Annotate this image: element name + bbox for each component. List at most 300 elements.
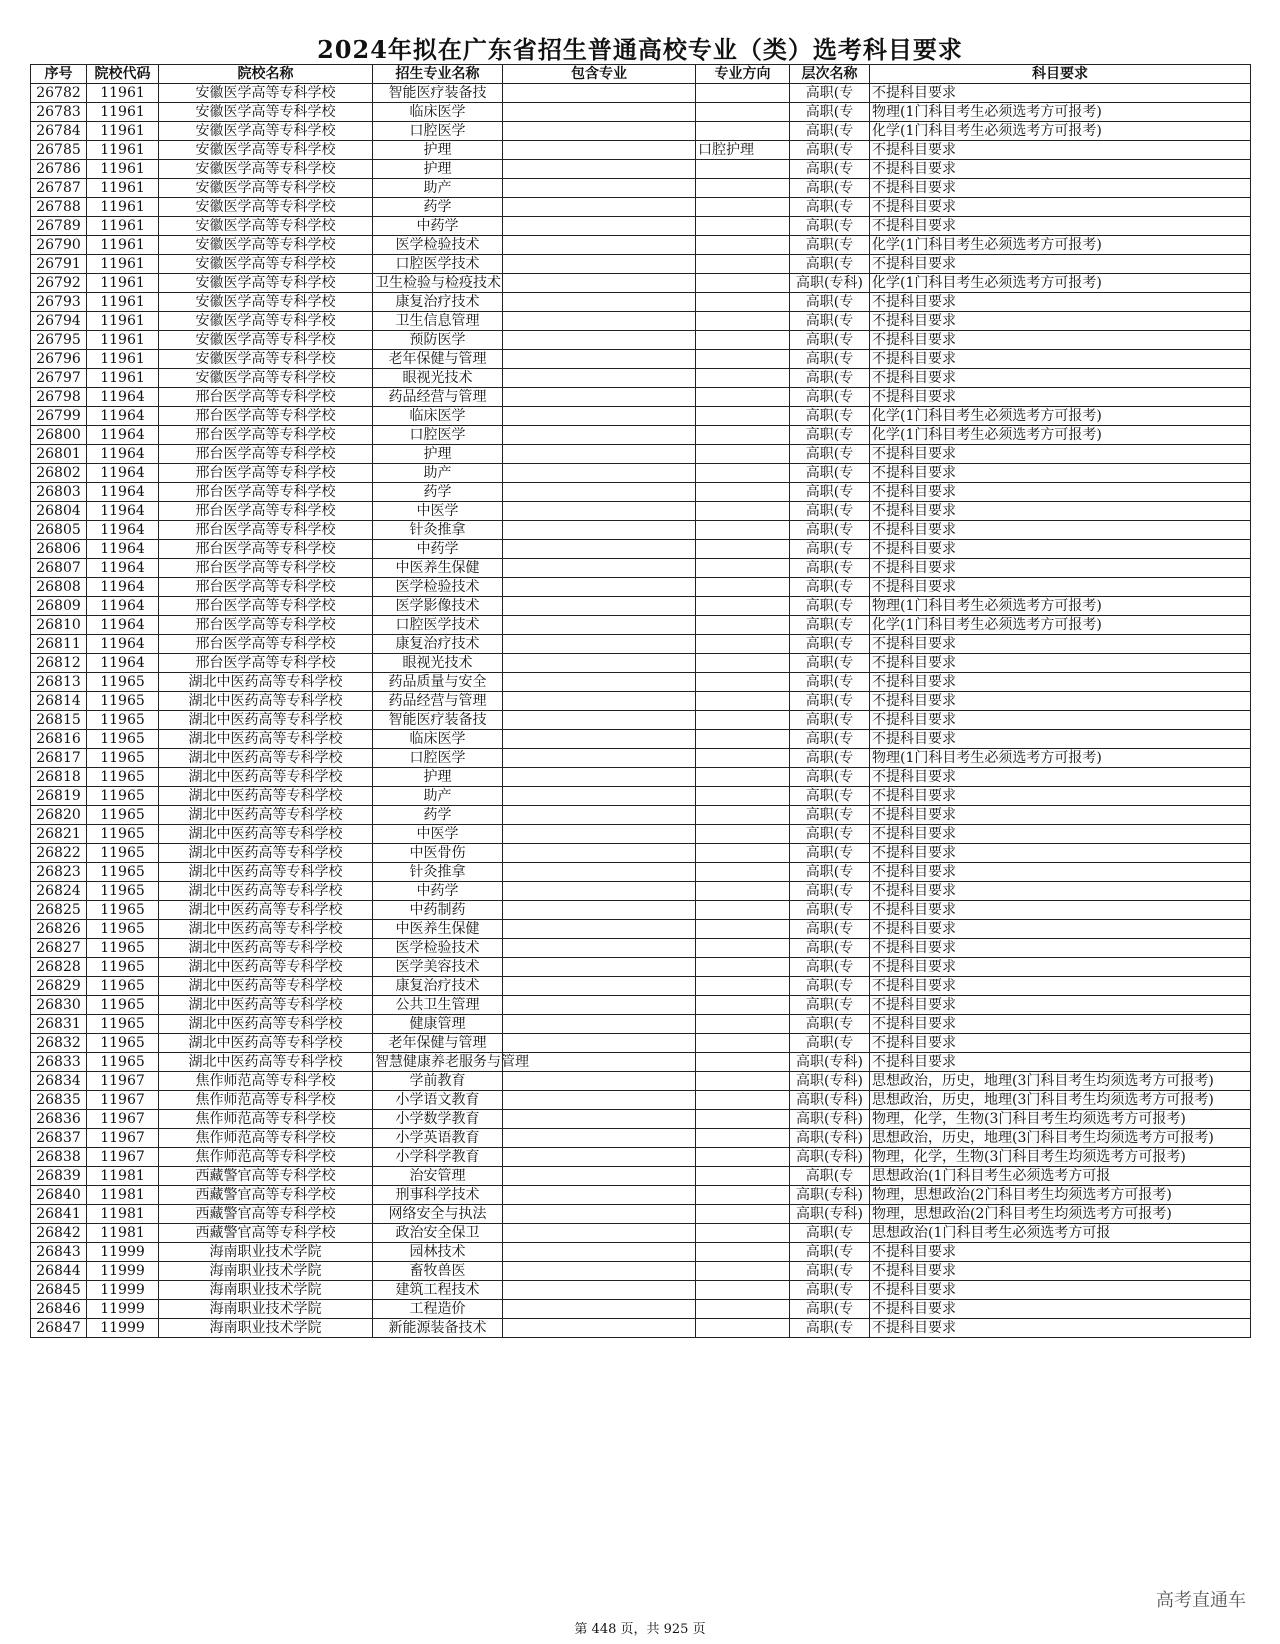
cell-school-code: 11967 (87, 1129, 159, 1148)
cell-major-direction (696, 1205, 790, 1224)
table-row (31, 1167, 1251, 1186)
cell-no: 26835 (31, 1091, 87, 1110)
table-row (31, 1262, 1251, 1281)
cell-school-name: 海南职业技术学院 (159, 1262, 373, 1281)
cell-no: 26794 (31, 312, 87, 331)
cell-no: 26845 (31, 1281, 87, 1300)
cell-no: 26812 (31, 654, 87, 673)
cell-subject-requirement: 物理，思想政治(2门科目考生均须选考方可报考) (870, 1186, 1251, 1205)
cell-major-name: 卫生检验与检疫技术 (373, 274, 503, 293)
cell-school-name: 西藏警官高等专科学校 (159, 1224, 373, 1243)
cell-major-direction (696, 464, 790, 483)
cell-subject-requirement: 不提科目要求 (870, 160, 1251, 179)
cell-major-name: 小学科学教育 (373, 1148, 503, 1167)
cell-major-direction (696, 1281, 790, 1300)
cell-major-name: 畜牧兽医 (373, 1262, 503, 1281)
table-row (31, 160, 1251, 179)
cell-school-name: 邢台医学高等专科学校 (159, 426, 373, 445)
cell-included-majors (503, 825, 696, 844)
cell-subject-requirement: 不提科目要求 (870, 1300, 1251, 1319)
cell-major-name: 口腔医学技术 (373, 616, 503, 635)
cell-included-majors (503, 1015, 696, 1034)
cell-school-code: 11965 (87, 787, 159, 806)
cell-no: 26815 (31, 711, 87, 730)
cell-school-code: 11965 (87, 996, 159, 1015)
cell-major-direction (696, 977, 790, 996)
cell-level: 高职(专 (790, 844, 870, 863)
cell-major-direction (696, 939, 790, 958)
cell-school-name: 邢台医学高等专科学校 (159, 616, 373, 635)
cell-major-name: 助产 (373, 787, 503, 806)
table-row (31, 1091, 1251, 1110)
table-row (31, 1186, 1251, 1205)
cell-school-name: 湖北中医药高等专科学校 (159, 711, 373, 730)
cell-level: 高职(专科) (790, 1205, 870, 1224)
cell-level: 高职(专 (790, 958, 870, 977)
cell-subject-requirement: 不提科目要求 (870, 559, 1251, 578)
cell-major-name: 园林技术 (373, 1243, 503, 1262)
cell-major-name: 公共卫生管理 (373, 996, 503, 1015)
cell-subject-requirement: 不提科目要求 (870, 673, 1251, 692)
cell-school-code: 11965 (87, 958, 159, 977)
cell-school-name: 西藏警官高等专科学校 (159, 1205, 373, 1224)
cell-school-name: 邢台医学高等专科学校 (159, 578, 373, 597)
cell-subject-requirement: 不提科目要求 (870, 844, 1251, 863)
cell-level: 高职(专 (790, 920, 870, 939)
cell-included-majors (503, 198, 696, 217)
cell-level: 高职(专 (790, 540, 870, 559)
cell-school-code: 11965 (87, 844, 159, 863)
header-level: 层次名称 (790, 65, 870, 84)
cell-major-direction (696, 312, 790, 331)
cell-school-code: 11965 (87, 825, 159, 844)
table-row (31, 141, 1251, 160)
cell-major-name: 针灸推拿 (373, 863, 503, 882)
cell-no: 26800 (31, 426, 87, 445)
cell-no: 26808 (31, 578, 87, 597)
cell-subject-requirement: 不提科目要求 (870, 350, 1251, 369)
cell-level: 高职(专 (790, 1167, 870, 1186)
cell-school-name: 焦作师范高等专科学校 (159, 1091, 373, 1110)
cell-school-name: 湖北中医药高等专科学校 (159, 806, 373, 825)
cell-school-code: 11981 (87, 1205, 159, 1224)
cell-no: 26839 (31, 1167, 87, 1186)
cell-major-direction (696, 388, 790, 407)
cell-included-majors (503, 236, 696, 255)
cell-major-direction (696, 673, 790, 692)
cell-school-name: 湖北中医药高等专科学校 (159, 1015, 373, 1034)
cell-subject-requirement: 物理，化学，生物(3门科目考生均须选考方可报考) (870, 1148, 1251, 1167)
table-row (31, 293, 1251, 312)
cell-included-majors (503, 711, 696, 730)
cell-included-majors (503, 977, 696, 996)
cell-subject-requirement: 思想政治(1门科目考生必须选考方可报 (870, 1167, 1251, 1186)
cell-school-code: 11964 (87, 616, 159, 635)
cell-school-code: 11999 (87, 1300, 159, 1319)
cell-major-direction (696, 426, 790, 445)
cell-school-name: 海南职业技术学院 (159, 1243, 373, 1262)
cell-no: 26827 (31, 939, 87, 958)
cell-major-name: 医学美容技术 (373, 958, 503, 977)
cell-major-name: 眼视光技术 (373, 369, 503, 388)
cell-level: 高职(专科) (790, 274, 870, 293)
cell-included-majors (503, 1148, 696, 1167)
cell-school-name: 海南职业技术学院 (159, 1319, 373, 1338)
cell-no: 26806 (31, 540, 87, 559)
cell-no: 26830 (31, 996, 87, 1015)
cell-included-majors (503, 255, 696, 274)
cell-major-name: 中药学 (373, 540, 503, 559)
cell-subject-requirement: 不提科目要求 (870, 654, 1251, 673)
cell-no: 26817 (31, 749, 87, 768)
cell-included-majors (503, 749, 696, 768)
cell-major-direction (696, 1243, 790, 1262)
cell-school-code: 11964 (87, 635, 159, 654)
cell-no: 26844 (31, 1262, 87, 1281)
cell-school-code: 11965 (87, 1015, 159, 1034)
cell-major-direction (696, 407, 790, 426)
table-row (31, 255, 1251, 274)
table-row (31, 483, 1251, 502)
cell-major-name: 建筑工程技术 (373, 1281, 503, 1300)
cell-school-code: 11961 (87, 160, 159, 179)
cell-included-majors (503, 331, 696, 350)
cell-major-direction (696, 920, 790, 939)
cell-school-code: 11964 (87, 407, 159, 426)
cell-major-name: 助产 (373, 464, 503, 483)
cell-subject-requirement: 不提科目要求 (870, 920, 1251, 939)
cell-no: 26813 (31, 673, 87, 692)
cell-school-code: 11965 (87, 692, 159, 711)
cell-included-majors (503, 1300, 696, 1319)
cell-level: 高职(专 (790, 730, 870, 749)
cell-major-name: 药学 (373, 483, 503, 502)
cell-no: 26811 (31, 635, 87, 654)
cell-subject-requirement: 不提科目要求 (870, 1281, 1251, 1300)
cell-major-direction (696, 711, 790, 730)
cell-school-code: 11964 (87, 654, 159, 673)
table-row (31, 540, 1251, 559)
table-row (31, 749, 1251, 768)
cell-major-name: 中药制药 (373, 901, 503, 920)
cell-level: 高职(专 (790, 103, 870, 122)
cell-level: 高职(专科) (790, 1091, 870, 1110)
cell-school-code: 11964 (87, 559, 159, 578)
cell-school-name: 湖北中医药高等专科学校 (159, 844, 373, 863)
cell-subject-requirement: 不提科目要求 (870, 578, 1251, 597)
cell-school-name: 安徽医学高等专科学校 (159, 160, 373, 179)
cell-school-code: 11965 (87, 768, 159, 787)
cell-major-name: 智慧健康养老服务与管理 (373, 1053, 503, 1072)
cell-school-code: 11999 (87, 1243, 159, 1262)
cell-major-name: 中药学 (373, 882, 503, 901)
cell-major-direction (696, 692, 790, 711)
cell-subject-requirement: 不提科目要求 (870, 996, 1251, 1015)
cell-school-code: 11981 (87, 1167, 159, 1186)
cell-level: 高职(专 (790, 1319, 870, 1338)
cell-school-code: 11965 (87, 806, 159, 825)
cell-school-code: 11965 (87, 1053, 159, 1072)
table-row (31, 787, 1251, 806)
cell-included-majors (503, 559, 696, 578)
cell-major-name: 刑事科学技术 (373, 1186, 503, 1205)
cell-school-code: 11961 (87, 369, 159, 388)
cell-school-name: 湖北中医药高等专科学校 (159, 1053, 373, 1072)
cell-included-majors (503, 882, 696, 901)
cell-subject-requirement: 不提科目要求 (870, 711, 1251, 730)
cell-school-code: 11967 (87, 1148, 159, 1167)
cell-no: 26824 (31, 882, 87, 901)
cell-included-majors (503, 616, 696, 635)
cell-school-name: 安徽医学高等专科学校 (159, 198, 373, 217)
cell-included-majors (503, 312, 696, 331)
cell-included-majors (503, 1319, 696, 1338)
cell-major-direction (696, 122, 790, 141)
table-row (31, 654, 1251, 673)
cell-school-code: 11964 (87, 445, 159, 464)
cell-no: 26832 (31, 1034, 87, 1053)
cell-subject-requirement: 化学(1门科目考生必须选考方可报考) (870, 407, 1251, 426)
cell-major-name: 药品质量与安全 (373, 673, 503, 692)
cell-no: 26826 (31, 920, 87, 939)
cell-major-direction (696, 730, 790, 749)
cell-school-code: 11999 (87, 1281, 159, 1300)
cell-major-name: 学前教育 (373, 1072, 503, 1091)
cell-included-majors (503, 597, 696, 616)
cell-school-name: 安徽医学高等专科学校 (159, 217, 373, 236)
cell-level: 高职(专科) (790, 1110, 870, 1129)
cell-level: 高职(专 (790, 825, 870, 844)
cell-no: 26823 (31, 863, 87, 882)
cell-subject-requirement: 不提科目要求 (870, 464, 1251, 483)
cell-subject-requirement: 不提科目要求 (870, 1243, 1251, 1262)
cell-school-name: 湖北中医药高等专科学校 (159, 730, 373, 749)
cell-major-direction (696, 749, 790, 768)
cell-no: 26795 (31, 331, 87, 350)
cell-no: 26836 (31, 1110, 87, 1129)
cell-major-name: 药品经营与管理 (373, 388, 503, 407)
cell-no: 26792 (31, 274, 87, 293)
cell-included-majors (503, 939, 696, 958)
cell-subject-requirement: 不提科目要求 (870, 312, 1251, 331)
cell-school-name: 湖北中医药高等专科学校 (159, 692, 373, 711)
cell-major-name: 临床医学 (373, 407, 503, 426)
table-row (31, 1224, 1251, 1243)
cell-no: 26847 (31, 1319, 87, 1338)
cell-level: 高职(专科) (790, 1186, 870, 1205)
cell-no: 26834 (31, 1072, 87, 1091)
cell-major-direction (696, 863, 790, 882)
cell-school-code: 11965 (87, 730, 159, 749)
cell-major-name: 中医学 (373, 825, 503, 844)
cell-subject-requirement: 不提科目要求 (870, 635, 1251, 654)
cell-no: 26822 (31, 844, 87, 863)
cell-subject-requirement: 化学(1门科目考生必须选考方可报考) (870, 616, 1251, 635)
cell-school-code: 11961 (87, 274, 159, 293)
cell-major-name: 口腔医学 (373, 426, 503, 445)
cell-level: 高职(专 (790, 464, 870, 483)
table-row (31, 825, 1251, 844)
cell-major-direction (696, 274, 790, 293)
cell-major-direction (696, 160, 790, 179)
cell-level: 高职(专 (790, 179, 870, 198)
cell-subject-requirement: 不提科目要求 (870, 958, 1251, 977)
cell-school-code: 11961 (87, 236, 159, 255)
cell-major-direction (696, 1053, 790, 1072)
cell-included-majors (503, 787, 696, 806)
cell-no: 26789 (31, 217, 87, 236)
cell-no: 26840 (31, 1186, 87, 1205)
cell-level: 高职(专 (790, 1243, 870, 1262)
cell-major-direction (696, 1091, 790, 1110)
cell-level: 高职(专 (790, 1224, 870, 1243)
cell-major-name: 康复治疗技术 (373, 293, 503, 312)
cell-school-name: 安徽医学高等专科学校 (159, 350, 373, 369)
cell-school-code: 11965 (87, 901, 159, 920)
cell-major-direction (696, 179, 790, 198)
cell-major-direction (696, 578, 790, 597)
cell-major-direction (696, 1110, 790, 1129)
cell-school-name: 邢台医学高等专科学校 (159, 540, 373, 559)
cell-major-direction (696, 806, 790, 825)
cell-included-majors (503, 274, 696, 293)
cell-included-majors (503, 578, 696, 597)
cell-school-name: 湖北中医药高等专科学校 (159, 1034, 373, 1053)
cell-school-name: 邢台医学高等专科学校 (159, 388, 373, 407)
cell-level: 高职(专 (790, 996, 870, 1015)
cell-major-name: 中药学 (373, 217, 503, 236)
header-school-name: 院校名称 (159, 65, 373, 84)
cell-subject-requirement: 不提科目要求 (870, 825, 1251, 844)
cell-no: 26797 (31, 369, 87, 388)
page-title: 2024年拟在广东省招生普通高校专业（类）选考科目要求 (317, 35, 963, 64)
table-row (31, 806, 1251, 825)
cell-major-name: 中医养生保健 (373, 920, 503, 939)
cell-major-direction (696, 844, 790, 863)
cell-school-code: 11965 (87, 882, 159, 901)
cell-school-name: 焦作师范高等专科学校 (159, 1129, 373, 1148)
cell-included-majors (503, 1262, 696, 1281)
cell-school-name: 安徽医学高等专科学校 (159, 179, 373, 198)
header-included-majors: 包含专业 (503, 65, 696, 84)
cell-no: 26820 (31, 806, 87, 825)
cell-level: 高职(专 (790, 293, 870, 312)
cell-major-direction (696, 787, 790, 806)
cell-included-majors (503, 84, 696, 103)
cell-major-name: 口腔医学 (373, 749, 503, 768)
cell-school-name: 湖北中医药高等专科学校 (159, 920, 373, 939)
cell-subject-requirement: 不提科目要求 (870, 730, 1251, 749)
table-row (31, 616, 1251, 635)
cell-school-name: 邢台医学高等专科学校 (159, 483, 373, 502)
cell-major-direction (696, 1186, 790, 1205)
cell-no: 26788 (31, 198, 87, 217)
cell-included-majors (503, 1281, 696, 1300)
cell-major-direction (696, 1129, 790, 1148)
cell-included-majors (503, 407, 696, 426)
table-row (31, 711, 1251, 730)
cell-level: 高职(专 (790, 84, 870, 103)
cell-no: 26793 (31, 293, 87, 312)
table-row (31, 464, 1251, 483)
cell-subject-requirement: 不提科目要求 (870, 331, 1251, 350)
cell-no: 26814 (31, 692, 87, 711)
cell-school-code: 11999 (87, 1262, 159, 1281)
cell-no: 26831 (31, 1015, 87, 1034)
table-row (31, 1053, 1251, 1072)
cell-school-code: 11961 (87, 122, 159, 141)
cell-level: 高职(专 (790, 616, 870, 635)
cell-school-name: 湖北中医药高等专科学校 (159, 901, 373, 920)
cell-included-majors (503, 901, 696, 920)
cell-major-direction (696, 217, 790, 236)
cell-major-direction (696, 540, 790, 559)
cell-no: 26807 (31, 559, 87, 578)
table-row (31, 369, 1251, 388)
cell-school-name: 安徽医学高等专科学校 (159, 84, 373, 103)
cell-subject-requirement: 不提科目要求 (870, 198, 1251, 217)
cell-school-name: 湖北中医药高等专科学校 (159, 825, 373, 844)
cell-subject-requirement: 不提科目要求 (870, 1262, 1251, 1281)
cell-level: 高职(专 (790, 331, 870, 350)
cell-subject-requirement: 化学(1门科目考生必须选考方可报考) (870, 426, 1251, 445)
cell-school-code: 11964 (87, 426, 159, 445)
table-row (31, 597, 1251, 616)
table-row (31, 1034, 1251, 1053)
cell-school-code: 11967 (87, 1072, 159, 1091)
cell-level: 高职(专 (790, 1262, 870, 1281)
cell-no: 26799 (31, 407, 87, 426)
cell-level: 高职(专 (790, 426, 870, 445)
cell-major-direction (696, 255, 790, 274)
cell-included-majors (503, 141, 696, 160)
cell-school-code: 11967 (87, 1091, 159, 1110)
cell-included-majors (503, 521, 696, 540)
cell-level: 高职(专 (790, 559, 870, 578)
cell-major-direction (696, 103, 790, 122)
table-row (31, 445, 1251, 464)
table-row (31, 217, 1251, 236)
header-subject-requirement: 科目要求 (870, 65, 1251, 84)
cell-included-majors (503, 692, 696, 711)
cell-major-name: 助产 (373, 179, 503, 198)
cell-subject-requirement: 不提科目要求 (870, 521, 1251, 540)
cell-school-name: 安徽医学高等专科学校 (159, 236, 373, 255)
cell-included-majors (503, 445, 696, 464)
cell-no: 26787 (31, 179, 87, 198)
table-row (31, 1319, 1251, 1338)
cell-major-name: 小学英语教育 (373, 1129, 503, 1148)
cell-school-name: 安徽医学高等专科学校 (159, 255, 373, 274)
table-row (31, 407, 1251, 426)
cell-subject-requirement: 不提科目要求 (870, 977, 1251, 996)
table-row (31, 388, 1251, 407)
table-row (31, 1129, 1251, 1148)
cell-major-direction (696, 825, 790, 844)
cell-major-direction (696, 369, 790, 388)
cell-school-code: 11965 (87, 673, 159, 692)
cell-major-direction (696, 901, 790, 920)
cell-school-code: 11964 (87, 483, 159, 502)
cell-level: 高职(专 (790, 312, 870, 331)
cell-school-code: 11961 (87, 331, 159, 350)
table-row (31, 1281, 1251, 1300)
cell-level: 高职(专 (790, 882, 870, 901)
table-row (31, 1015, 1251, 1034)
cell-subject-requirement: 不提科目要求 (870, 388, 1251, 407)
cell-included-majors (503, 1034, 696, 1053)
cell-major-name: 护理 (373, 160, 503, 179)
